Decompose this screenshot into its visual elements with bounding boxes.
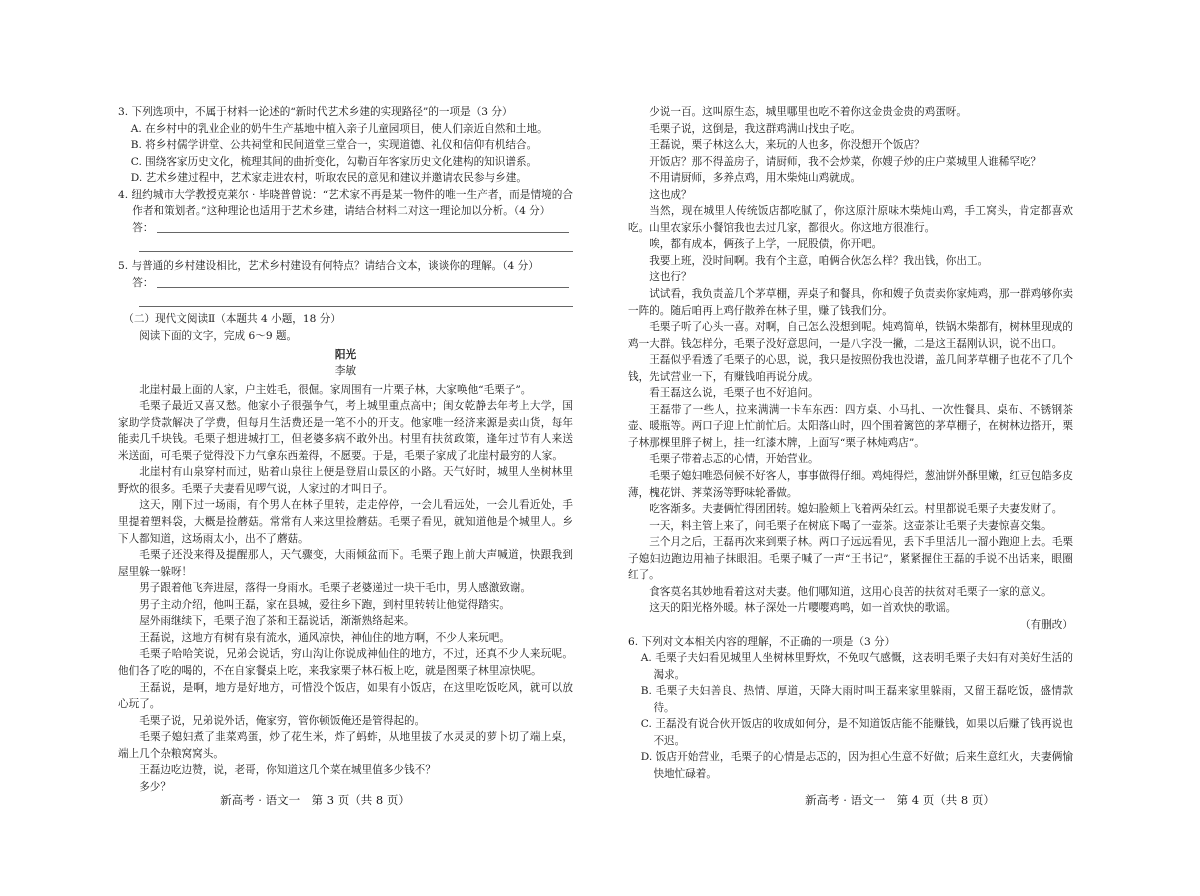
story-paragraph: 毛栗子带着忐忑的心情，开始营业。 bbox=[649, 453, 819, 466]
q6-option-d: D. 饭店开始营业，毛栗子的心情是忐忑的，因为担心生意不好做；后来生意红火，夫妻俩愉快地忙碌着。 bbox=[640, 751, 1073, 780]
q3-option-c: C. 围绕客家历史文化，梳理其间的曲折变化，勾勒百年客家历史文化建构的知识谱系。 bbox=[130, 155, 538, 168]
story-paragraph: 毛栗子说，这倒是，我这群鸡满山找虫子吃。 bbox=[649, 122, 862, 135]
section-heading: （二）现代文阅读Ⅱ（本题共 4 小题，18 分） bbox=[123, 313, 341, 326]
story-paragraph: 这天，刚下过一场雨，有个男人在林子里转，走走停停，一会儿看远处，一会儿看近处，手里提着塑料袋，大概是捡蘑菇。常常有人来这里捡蘑菇。毛栗子看见，就知道他是个城里人。乡下人都知道，这场雨太小，出不了蘑菇。 bbox=[118, 499, 573, 545]
q5-answer-line-2[interactable] bbox=[139, 291, 573, 307]
story-paragraph: 这也行？ bbox=[649, 271, 692, 284]
story-paragraph: 北崖村有山泉穿村而过，贴着山泉往上便是登眉山景区的小路。天气好时，城里人坐树林里野炊的很多。毛栗子夫妻看见啰气说，人家过的才叫日子。 bbox=[118, 466, 573, 495]
q6-option-b: B. 毛栗子夫妇善良、热情、厚道，天降大雨时叫王磊来家里躲雨，又留王磊吃饭，盛情款待。 bbox=[640, 685, 1073, 714]
story-paragraph: 少说一百。这叫原生态，城里哪里也吃不着你这金贵金贵的鸡蛋呀。 bbox=[649, 106, 967, 118]
q6-option-a: A. 毛栗子夫妇看见城里人坐树林里野炊，不免叹气感慨，这表明毛栗子夫妇有对美好生活的渴求。 bbox=[640, 652, 1073, 681]
page-footer-left: 新高考 · 语文一 第 3 页（共 8 页） bbox=[220, 793, 410, 807]
story-paragraph: 看王磊这么说，毛栗子也不好追问。 bbox=[649, 387, 819, 400]
q3-option-d: D. 艺术乡建过程中，艺术家走进农村，听取农民的意见和建议并邀请农民参与乡建。 bbox=[130, 172, 527, 185]
q5-answer-label: 答： bbox=[132, 276, 154, 289]
q5-answer-line[interactable] bbox=[157, 286, 569, 288]
q4-answer-line[interactable] bbox=[157, 231, 569, 233]
story-paragraph: 毛栗子哈哈笑说，兄弟会说话，穷山沟让你说成神仙住的地方，不过，还真不少人来玩呢。他们各了吃的喝的，不在自家餐桌上吃，来我家栗子林石板上吃，就是图栗子林里凉快呢。 bbox=[118, 648, 573, 677]
q5-answer-area[interactable] bbox=[118, 275, 573, 292]
story-paragraph: 唉，都有成本，俩孩子上学，一屁股债，你开吧。 bbox=[649, 238, 883, 251]
q3-option-a: A. 在乡村中的乳业企业的奶牛生产基地中植入亲子儿童园项目，使人们亲近自然和土地。 bbox=[130, 122, 548, 135]
story-paragraph: 不用请厨师，多养点鸡，用木柴炖山鸡就成。 bbox=[649, 172, 862, 185]
q5-stem: 5. 与普通的乡村建设相比，艺术乡村建设有何特点？请结合文本，谈谈你的理解。（4 分） bbox=[118, 260, 539, 273]
story-paragraph: 王磊说，是啊，地方是好地方，可惜没个饭店，如果有小饭店，在这里吃饭吃风，就可以放心玩了。 bbox=[118, 681, 573, 711]
story-paragraph: 毛栗子说，兄弟说外话，俺家穷，管你顿饭俺还是管得起的。 bbox=[139, 714, 426, 727]
story-paragraph: 男子跟着他飞奔进屋，落得一身雨水。毛栗子老婆递过一块干毛巾，男人感激致谢。 bbox=[139, 582, 532, 595]
story-paragraph: 北崖村最上面的人家，户主姓毛，很倔。家周围有一片栗子林，大家唤他“毛栗子”。 bbox=[139, 383, 532, 396]
q6-stem: 6. 下列对文本相关内容的理解，不正确的一项是（3 分） bbox=[628, 635, 896, 648]
story-paragraph: 我要上班，没时间啊。我有个主意，咱俩合伙怎么样？我出钱，你出工。 bbox=[649, 254, 989, 267]
story-paragraph: 王磊说，这地方有树有泉有流水，通风凉快，神仙住的地方啊，不少人来玩吧。 bbox=[139, 631, 510, 644]
story-author: 李敏 bbox=[334, 365, 357, 378]
story-paragraph: 屋外雨继续下，毛栗子泡了茶和王磊说话，渐渐熟络起来。 bbox=[139, 615, 415, 628]
q6-option-c: C. 王磊没有说合伙开饭店的收成如何分，是不知道饭店能不能赚钱，如果以后赚了钱再说也不迟。 bbox=[640, 718, 1073, 747]
story-paragraph: 这也成？ bbox=[649, 188, 692, 201]
q4-answer-area[interactable] bbox=[118, 220, 573, 237]
story-paragraph: 毛栗子最近又喜又愁。他家小子很强争气，考上城里重点高中；闺女乾静去年考上大学，国家助学贷款解决了学费，但每月生活费还是一笔不小的开支。他家唯一经济来源是卖山货，每年能卖几千块钱。毛栗子想进城打工，但老婆多病不敢外出。村里有扶贫政策，逢年过节有人来送米送面，可毛栗子觉得没下力气拿东西羞得，不愿要。于是，毛栗子家成了北崖村最穷的人家。 bbox=[118, 400, 573, 462]
q3-option-b: B. 将乡村儒学讲堂、公共祠堂和民间道堂三堂合一，实现道德、礼仪和信仰有机结合。 bbox=[130, 139, 538, 152]
story-paragraph: 王磊说，栗子林这么大，来玩的人也多，你没想开个饭店？ bbox=[649, 139, 925, 152]
story-paragraph: 试试看，我负责盖几个茅草棚，弄桌子和餐具，你和嫂子负责卖你家炖鸡，那一群鸡够你卖一阵的。随后咱再上鸡仔散养在林子里，赚了钱我们分。 bbox=[628, 288, 1073, 317]
edit-note: （有删改） bbox=[1020, 618, 1073, 631]
story-paragraph: 这天的阳光格外暖。林子深处一片嘤嘤鸡鸣，如一首欢快的歌谣。 bbox=[649, 602, 957, 615]
q4-answer-label: 答： bbox=[132, 221, 154, 234]
q3-stem: 3. 下列选项中，不属于材料一论述的“新时代艺术乡建的实现路径”的一项是（3 分） bbox=[118, 106, 513, 118]
right-page bbox=[600, 0, 1200, 896]
right-column bbox=[628, 104, 1073, 782]
story-paragraph: 一天，料主管上来了，问毛栗子在树底下喝了一壶茶。这壶茶让毛栗子夫妻惊喜交集。 bbox=[649, 519, 1052, 532]
story-paragraph: 食客莫名其妙地看着这对夫妻。他们哪知道，这用心良苦的扶贫对毛栗子一家的意义。 bbox=[649, 585, 1052, 598]
story-paragraph: 男子主动介绍，他叫王磊，家在县城，爱往乡下跑，到村里转转让他觉得踏实。 bbox=[139, 598, 510, 611]
story-paragraph: 吃客渐多。夫妻俩忙得团团转。媳妇脸颊上飞着两朵红云。村里都说毛栗子夫妻发财了。 bbox=[649, 503, 1063, 516]
story-paragraph: 王磊似乎看透了毛栗子的心思，说，我只是按照份我也没谱，盖几间茅草棚子也花不了几个钱，先试营业一下，有赚钱咱再说分成。 bbox=[628, 354, 1073, 383]
left-column bbox=[118, 104, 573, 795]
story-paragraph: 王磊带了一些人，拉来满满一卡车东西：四方桌、小马扎、一次性餐具、桌布、不锈钢茶壶、暖瓶等。两口子迎上忙前忙后。太阳落山时，四个围着篱笆的茅草棚子，在树林边搭开，栗子林那棵里胖子树上，挂一红漆木牌，上面写“栗子林炖鸡店”。 bbox=[628, 403, 1073, 449]
story-paragraph: 毛栗子还没来得及提醒那人，天气骤变，大雨倾盆而下。毛栗子跑上前大声喊道，快跟我到屋里躲一躲呀！ bbox=[118, 549, 573, 578]
story-paragraph: 王磊边吃边赞，说，老哥，你知道这几个菜在城里值多少钱不？ bbox=[139, 764, 436, 777]
story-paragraph: 开饭店？那不得盖房子，请厨师，我不会炒菜，你嫂子炒的庄户菜城里人谁稀罕吃？ bbox=[649, 155, 1042, 168]
page-footer-right: 新高考 · 语文一 第 4 页（共 8 页） bbox=[805, 793, 995, 807]
story-paragraph: 毛栗子听了心头一喜。对啊，自己怎么没想到呢。炖鸡简单，铁锅木柴都有，树林里现成的鸡一大群。钱怎样分，毛栗子没好意思问，一是八字没一撇，二是这王磊刚认识，说不出口。 bbox=[628, 321, 1073, 350]
story-title: 阳光 bbox=[334, 348, 357, 361]
q4-stem: 4. 纽约城市大学教授克莱尔 · 毕晓普曾说：“艺术家不再是某一物件的唯一生产者，而是情境的合作者和策划者。”这种理论也适用于艺术乡建，请结合材料二对这一理论加以分析。（4 分） bbox=[118, 188, 573, 218]
story-paragraph: 三个月之后，王磊再次来到栗子林。两口子远远看见，丢下手里活儿一溜小跑迎上去。毛栗子媳妇边跑边用袖子抹眼泪。毛栗子喊了一声“王书记”，紧紧握住王磊的手说不出话来，眼圈红了。 bbox=[628, 536, 1073, 582]
story-paragraph: 毛栗子媳妇煮了韭菜鸡蛋，炒了花生米，炸了蚂蚱，从地里拔了水灵灵的萝卜切了端上桌，端上几个杂粮窝窝头。 bbox=[118, 731, 573, 760]
story-paragraph: 当然，现在城里人传统饭店都吃腻了，你这原汁原味木柴炖山鸡，手工窝头，肯定都喜欢吃。山里农家乐小餐馆我也去过几家，都很火。你这地方很准行。 bbox=[628, 205, 1073, 234]
reading-instruction: 阅读下面的文字，完成 6～9 题。 bbox=[139, 330, 298, 343]
story-paragraph: 多少？ bbox=[139, 780, 171, 793]
story-paragraph: 毛栗子媳妇唯恐伺候不好客人，事事做得仔细。鸡炖得烂，葱油饼外酥里嫩，红豆包皓多皮薄，槐花饼、荠菜汤等野味轮番做。 bbox=[628, 470, 1073, 499]
q4-answer-line-2[interactable] bbox=[139, 236, 573, 252]
